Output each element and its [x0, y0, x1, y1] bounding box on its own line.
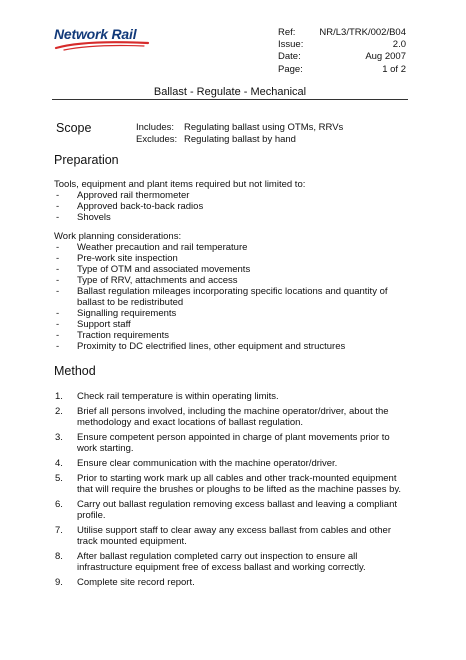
list-item: - Pre-work site inspection: [54, 253, 414, 264]
method-heading: Method: [54, 364, 96, 378]
list-item: - Type of RRV, attachments and access: [54, 275, 414, 286]
reference-block: [278, 27, 406, 76]
scope-includes-row: [136, 122, 343, 134]
step-text: After ballast regulation completed carry out inspection to ensure all infrastructure equipment free of excess ballast and working correctly.: [77, 551, 366, 573]
step-number: 9.: [55, 577, 63, 588]
method-step: [55, 391, 405, 402]
document-title: Ballast - Regulate - Mechanical: [153, 86, 307, 98]
excludes-text: Regulating ballast by hand: [184, 134, 296, 145]
step-number: 5.: [55, 473, 63, 484]
list-item: - Weather precaution and rail temperature: [54, 242, 414, 253]
reference-row: [278, 64, 406, 76]
reference-value: NR/L3/TRK/002/B04: [319, 27, 406, 38]
step-number: 7.: [55, 525, 63, 536]
step-text: Brief all persons involved, including the machine operator/driver, about the methodology and exact locations of ballast regulation.: [77, 406, 389, 428]
step-text: Ensure clear communication with the machine operator/driver.: [77, 458, 338, 469]
list-item: - Traction requirements: [54, 330, 414, 341]
step-number: 1.: [55, 391, 63, 402]
reference-row: [278, 39, 406, 51]
method-step: [55, 499, 405, 521]
method-step: [55, 458, 405, 469]
step-number: 4.: [55, 458, 63, 469]
planning-intro: Work planning considerations:: [54, 231, 182, 242]
method-steps: [55, 391, 405, 592]
method-step: [55, 525, 405, 547]
method-step: [55, 432, 405, 454]
reference-value: 2.0: [392, 39, 406, 51]
list-item: - Ballast regulation mileages incorporating specific locations and quantity of ballast to be redistributed: [54, 286, 414, 308]
logo-swoosh-icon: [54, 39, 150, 51]
step-number: 2.: [55, 406, 63, 417]
step-text: Check rail temperature is within operating limits.: [77, 391, 279, 402]
reference-value: Aug 2007: [365, 51, 406, 63]
network-rail-logo: [54, 26, 164, 52]
list-item: - Support staff: [54, 319, 414, 330]
preparation-heading: Preparation: [54, 153, 119, 167]
method-step: [55, 406, 405, 428]
logo-wordmark: Network Rail: [54, 26, 137, 42]
step-number: 8.: [55, 551, 63, 562]
reference-value: 1 of 2: [382, 63, 406, 75]
step-text: Carry out ballast regulation removing excess ballast and leaving a compliant profile.: [77, 499, 398, 521]
reference-row: [278, 27, 406, 39]
step-text: Complete site record report.: [77, 577, 195, 588]
method-step: [55, 551, 405, 573]
scope-heading: Scope: [56, 121, 92, 135]
reference-label: Ref:: [278, 27, 296, 38]
list-item: - Signalling requirements: [54, 308, 414, 319]
method-step: [55, 577, 405, 588]
scope-details: [136, 122, 343, 146]
excludes-label: Excludes:: [136, 134, 178, 145]
scope-excludes-row: [136, 134, 343, 146]
step-text: Ensure competent person appointed in charge of plant movements prior to work starting.: [77, 432, 390, 454]
reference-label: Issue:: [278, 39, 304, 51]
list-item: - Type of OTM and associated movements: [54, 264, 414, 275]
list-item: - Shovels: [54, 212, 414, 223]
step-text: Utilise support staff to clear away any excess ballast from cables and other track mounted equipment.: [77, 525, 392, 547]
step-text: Prior to starting work mark up all cables and other track-mounted equipment that will require the brushes or ploughs to be lifted as the machine passes by.: [77, 473, 402, 495]
method-step: [55, 473, 405, 495]
tools-list: [54, 190, 414, 223]
reference-row: [278, 51, 406, 63]
reference-label: Page:: [278, 63, 303, 75]
reference-label: Date:: [278, 51, 301, 63]
list-item: - Approved rail thermometer: [54, 190, 414, 201]
tools-intro: Tools, equipment and plant items required but not limited to:: [54, 179, 306, 190]
step-number: 6.: [55, 499, 63, 510]
includes-text: Regulating ballast using OTMs, RRVs: [184, 122, 344, 133]
list-item: - Approved back-to-back radios: [54, 201, 414, 212]
includes-label: Includes:: [136, 122, 175, 133]
step-number: 3.: [55, 432, 63, 443]
list-item: - Proximity to DC electrified lines, other equipment and structures: [54, 341, 414, 352]
planning-list: [54, 242, 414, 352]
title-divider: [52, 99, 408, 100]
